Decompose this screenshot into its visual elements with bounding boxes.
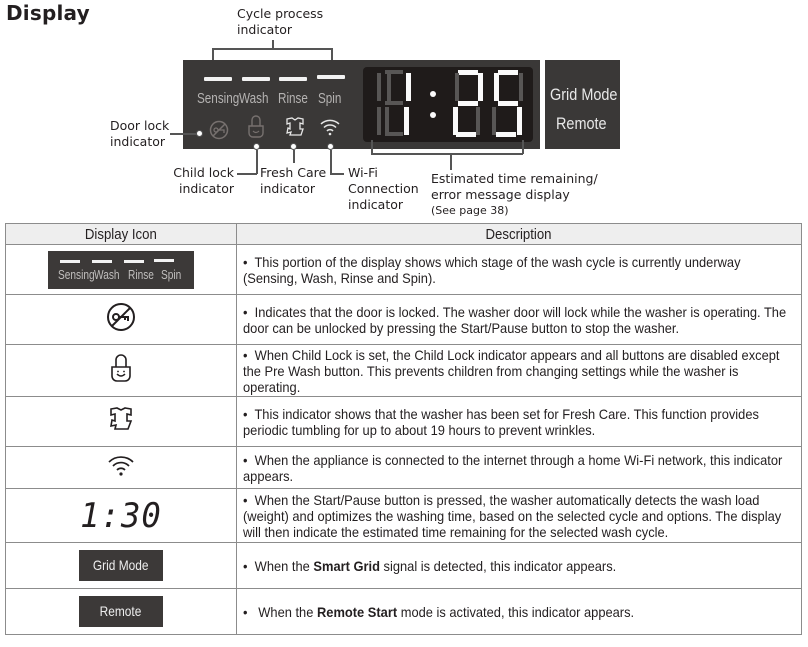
grid-mode-badge: Grid Mode <box>79 550 163 581</box>
header-description: Description <box>237 224 802 245</box>
stage-label-wash: Wash <box>239 90 269 107</box>
header-display-icon: Display Icon <box>6 224 237 245</box>
callout-child-lock <box>171 165 234 197</box>
page-title: Display <box>6 1 90 25</box>
time-display <box>363 67 533 142</box>
grid-mode-indicator: Grid Mode <box>550 85 618 104</box>
callout-text: indicator <box>348 197 404 212</box>
callout-text: Child lock <box>173 165 234 180</box>
table-row <box>6 543 802 589</box>
stage-label-rinse: Rinse <box>278 90 308 107</box>
stage-label-spin: Spin <box>318 90 342 107</box>
table-row <box>6 589 802 635</box>
description-cell: • This portion of the display shows which stage of the wash cycle is currently underway (Sensing, Wash, Rinse and Spin). <box>237 245 802 295</box>
description-cell: • This indicator shows that the washer has been set for Fresh Care. This function provides periodic tumbling for up to about 19 hours to prevent wrinkles. <box>237 397 802 447</box>
callout-wifi <box>348 165 419 213</box>
icon-cell <box>6 589 237 635</box>
callout-text: indicator <box>110 134 166 149</box>
icon-cell <box>6 295 237 345</box>
icon-cell <box>6 543 237 589</box>
callout-text: Wi-Fi <box>348 165 378 180</box>
table-row <box>6 345 802 397</box>
stage-bar-spin <box>317 75 345 79</box>
leader-dot <box>196 130 203 137</box>
icon-cell <box>6 245 237 295</box>
callout-text: indicator <box>237 22 293 37</box>
stage-label-sensing: Sensing <box>197 90 240 107</box>
leader-line <box>522 140 524 154</box>
stage-label: Sensing <box>58 266 95 282</box>
wifi-icon <box>319 118 341 136</box>
description-cell: • When the Smart Grid signal is detected, this indicator appears. <box>237 543 802 589</box>
table-row <box>6 295 802 345</box>
table-row <box>6 397 802 447</box>
callout-text: Connection <box>348 181 419 196</box>
stage-bar-wash <box>242 77 270 81</box>
leader-dot <box>253 143 260 150</box>
stage-label: Wash <box>94 266 120 282</box>
leader-line <box>371 153 523 155</box>
table-row <box>6 489 802 543</box>
callout-fresh-care <box>260 165 326 197</box>
callout-text: indicator <box>178 181 234 196</box>
remote-badge: Remote <box>79 596 163 627</box>
table-row <box>6 447 802 489</box>
stage-bar-sensing <box>204 77 232 81</box>
leader-dot <box>327 143 334 150</box>
callout-text: error message display <box>431 187 570 202</box>
description-cell: • Indicates that the door is locked. The washer door will lock while the washer is operating. The door can be unlocked by pressing the Start/Pause button to stop the washer. <box>237 295 802 345</box>
child-lock-icon <box>247 115 265 139</box>
description-cell: • When the Start/Pause button is pressed, the washer automatically detects the wash load (weight) and optimizes the washing time, based on the selected cycle and options. The display will then indicate the estimated time remaining for the selected wash cycle. <box>237 489 802 543</box>
leader-line <box>330 150 332 174</box>
cycle-stages-badge <box>48 251 194 289</box>
time-display-sample: 1:30 <box>80 495 162 536</box>
leader-line <box>371 140 373 154</box>
remote-indicator: Remote <box>556 114 607 133</box>
door-lock-icon <box>209 120 229 140</box>
description-cell: • When the Remote Start mode is activated, this indicator appears. <box>237 589 802 635</box>
callout-text: Cycle process <box>237 6 324 21</box>
leader-line <box>237 173 257 175</box>
callout-door-lock <box>110 118 169 150</box>
leader-line <box>293 150 295 163</box>
callout-text: Estimated time remaining/ <box>431 171 598 186</box>
icon-cell <box>6 397 237 447</box>
leader-line <box>170 133 197 135</box>
icon-cell <box>6 447 237 489</box>
display-icon-table <box>5 223 802 635</box>
callout-text: (See page 38) <box>431 204 509 217</box>
callout-text: indicator <box>260 181 316 196</box>
callout-time-remaining <box>431 171 598 219</box>
description-cell: • When Child Lock is set, the Child Lock indicator appears and all buttons are disabled except the Pre Wash button. This prevents children from changing settings while the washer is operating. <box>237 345 802 397</box>
leader-line <box>330 173 344 175</box>
door-lock-icon <box>106 302 136 332</box>
icon-cell <box>6 489 237 543</box>
fresh-care-icon <box>107 406 135 432</box>
fresh-care-icon <box>284 117 306 137</box>
description-cell: • When the appliance is connected to the internet through a home Wi-Fi network, this indicator appears. <box>237 447 802 489</box>
callout-text: Door lock <box>110 118 170 133</box>
child-lock-icon <box>110 353 132 383</box>
table-header <box>6 224 802 245</box>
icon-cell <box>6 345 237 397</box>
leader-line <box>212 48 332 50</box>
table-row <box>6 245 802 295</box>
stage-label: Rinse <box>128 266 154 282</box>
leader-dot <box>290 143 297 150</box>
stage-label: Spin <box>161 266 182 282</box>
wifi-icon <box>107 454 135 476</box>
leader-line <box>450 153 452 170</box>
leader-line <box>256 150 258 174</box>
callout-cycle-process <box>237 6 323 38</box>
callout-text: Fresh Care <box>260 165 327 180</box>
stage-bar-rinse <box>279 77 307 81</box>
